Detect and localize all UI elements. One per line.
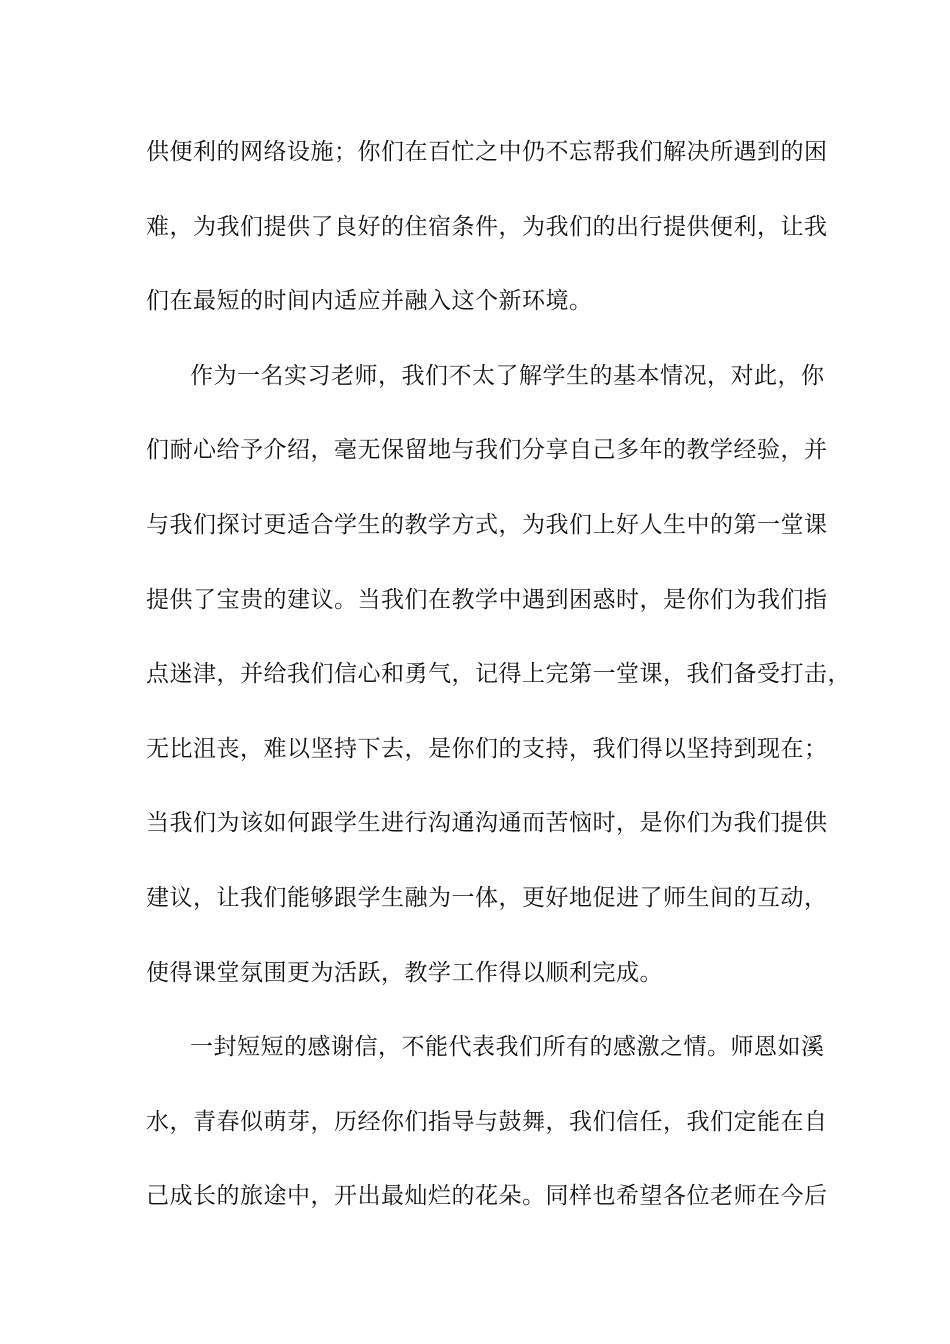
text-line: 提供了宝贵的建议。当我们在教学中遇到困惑时，是你们为我们指 xyxy=(146,587,828,613)
text-line: 们耐心给予介绍，毫无保留地与我们分享自己多年的教学经验，并 xyxy=(146,437,828,463)
text-line: 水，青春似萌芽，历经你们指导与鼓舞，我们信任，我们定能在自 xyxy=(146,1109,828,1135)
paragraph-first-line: 一封短短的感谢信，不能代表我们所有的感激之情。师恩如溪 xyxy=(190,1034,825,1060)
text-line: 建议，让我们能够跟学生融为一体，更好地促进了师生间的互动， xyxy=(146,885,828,911)
text-line: 难，为我们提供了良好的住宿条件，为我们的出行提供便利，让我 xyxy=(146,214,828,240)
text-line: 己成长的旅途中，开出最灿烂的花朵。同样也希望各位老师在今后 xyxy=(146,1183,828,1209)
text-line: 供便利的网络设施；你们在百忙之中仍不忘帮我们解决所遇到的困 xyxy=(146,139,828,165)
text-line: 当我们为该如何跟学生进行沟通沟通而苦恼时，是你们为我们提供 xyxy=(146,810,828,836)
text-line: 点迷津，并给我们信心和勇气，记得上完第一堂课，我们备受打击， xyxy=(146,661,851,687)
text-line: 无比沮丧，难以坚持下去，是你们的支持，我们得以坚持到现在； xyxy=(146,736,828,762)
text-line: 与我们探讨更适合学生的教学方式，为我们上好人生中的第一堂课 xyxy=(146,512,828,538)
text-line: 们在最短的时间内适应并融入这个新环境。 xyxy=(146,288,593,314)
paragraph-first-line: 作为一名实习老师，我们不太了解学生的基本情况，对此，你 xyxy=(190,363,825,389)
text-line: 使得课堂氛围更为活跃，教学工作得以顺利完成。 xyxy=(146,960,663,986)
